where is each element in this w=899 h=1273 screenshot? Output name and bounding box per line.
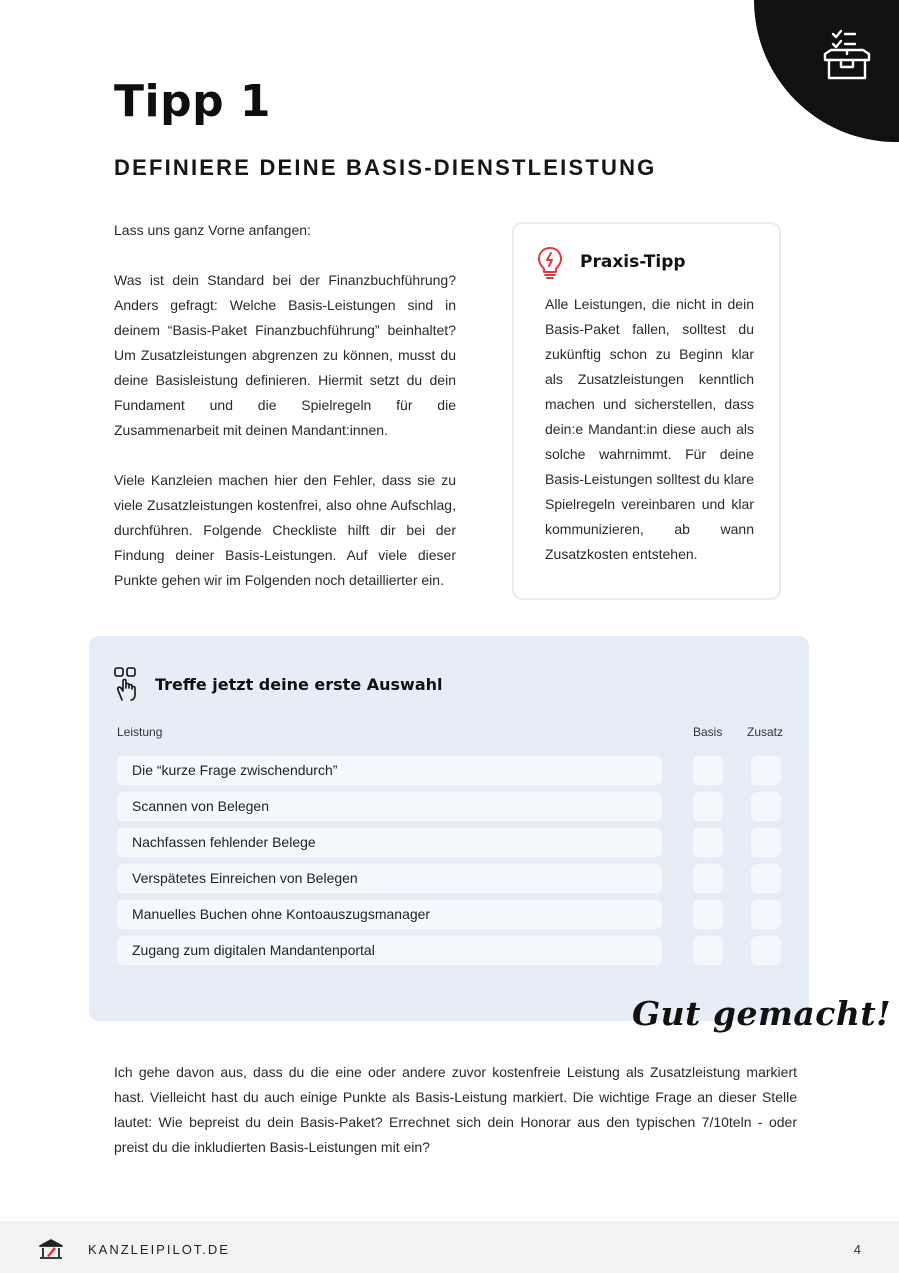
checklist-item-label: Scannen von Belegen <box>117 792 662 821</box>
basis-checkbox[interactable] <box>693 828 723 857</box>
checklist-item-label: Die “kurze Frage zwischendurch” <box>117 756 662 785</box>
intro-paragraph-1: Lass uns ganz Vorne anfangen: <box>114 222 311 238</box>
basis-checkbox[interactable] <box>693 864 723 893</box>
checklist-item-label: Verspätetes Einreichen von Belegen <box>117 864 662 893</box>
zusatz-checkbox[interactable] <box>751 864 781 893</box>
checklist-item-label: Manuelles Buchen ohne Kontoauszugsmanager <box>117 900 662 929</box>
intro-paragraph-2: Was ist dein Standard bei der Finanzbuchführung? Anders gefragt: Welche Basis-Leistungen sind in deinem “Basis-Paket Finanzbuchführung” beinhaltet? Um Zusatzleistungen abgrenzen zu können, musst du deine Basisleistung definieren. Hiermit setzt du dein Fundament und die Spielregeln für die Zusammenarbeit mit deinen Mandant:innen. <box>114 272 456 438</box>
tip-title: Praxis-Tipp <box>580 252 686 272</box>
intro-text <box>114 218 456 618</box>
intro-paragraph-3: Viele Kanzleien machen hier den Fehler, dass sie zu viele Zusatzleistungen kostenfrei, also ohne Aufschlag, durchführen. Folgende Checkliste hilft dir bei der Findung deiner Basis-Leistungen. Auf viele dieser Punkte gehen wir im Folgenden noch detaillierter ein. <box>114 472 456 588</box>
page-subtitle: DEFINIERE DEINE BASIS-DIENSTLEISTUNG <box>114 155 657 180</box>
zusatz-checkbox[interactable] <box>751 756 781 785</box>
checklist-box-icon <box>817 24 877 84</box>
checklist-header <box>113 666 442 702</box>
column-header-leistung: Leistung <box>117 725 163 739</box>
basis-checkbox[interactable] <box>693 792 723 821</box>
zusatz-checkbox[interactable] <box>751 900 781 929</box>
basis-checkbox[interactable] <box>693 936 723 965</box>
kanzleipilot-logo-icon <box>38 1238 64 1260</box>
zusatz-checkbox[interactable] <box>751 936 781 965</box>
outro-text: Ich gehe davon aus, dass du die eine oder andere zuvor kostenfreie Leistung als Zusatzleistung markiert hast. Vielleicht hast du auch einige Punkte als Basis-Leistung markiert. Die wichtige Frage an dieser Stelle lautet: Wie bepreist du dein Basis-Paket? Errechnet sich dein Honorar aus den typischen 7/10teln - oder preist du die inkludierten Basis-Leistungen mit ein? <box>114 1064 797 1155</box>
checklist-item-label: Nachfassen fehlender Belege <box>117 828 662 857</box>
column-header-zusatz: Zusatz <box>747 725 784 739</box>
corner-decoration <box>754 0 899 142</box>
lightbulb-icon <box>532 244 568 280</box>
zusatz-checkbox[interactable] <box>751 792 781 821</box>
zusatz-checkbox[interactable] <box>751 828 781 857</box>
checklist-panel <box>89 636 809 1021</box>
page-number: 4 <box>853 1242 861 1257</box>
hand-select-icon <box>113 666 141 702</box>
footer-brand[interactable]: KANZLEIPILOT.DE <box>88 1242 230 1257</box>
praxis-tipp-box <box>512 222 781 600</box>
basis-checkbox[interactable] <box>693 756 723 785</box>
column-header-basis: Basis <box>693 725 723 739</box>
tip-text: Alle Leistungen, die nicht in dein Basis-Paket fallen, solltest du zukünftig schon zu Beginn klar als Zusatzleistungen kenntlich machen und sicherstellen, dass dein:e Mandant:in diese auch als solche wahrnimmt. Für deine Basis-Leistungen solltest du klare Spielregeln vereinbaren und klar kommunizieren, ab wann Zusatzkosten entstehen. <box>545 296 754 562</box>
page-title: Tipp 1 <box>114 76 272 127</box>
footer <box>0 1221 899 1273</box>
tip-header <box>532 244 686 280</box>
basis-checkbox[interactable] <box>693 900 723 929</box>
checklist-title: Treffe jetzt deine erste Auswahl <box>155 674 443 694</box>
checklist-item-label: Zugang zum digitalen Mandantenportal <box>117 936 662 965</box>
handwritten-note: Gut gemacht! <box>632 994 892 1033</box>
